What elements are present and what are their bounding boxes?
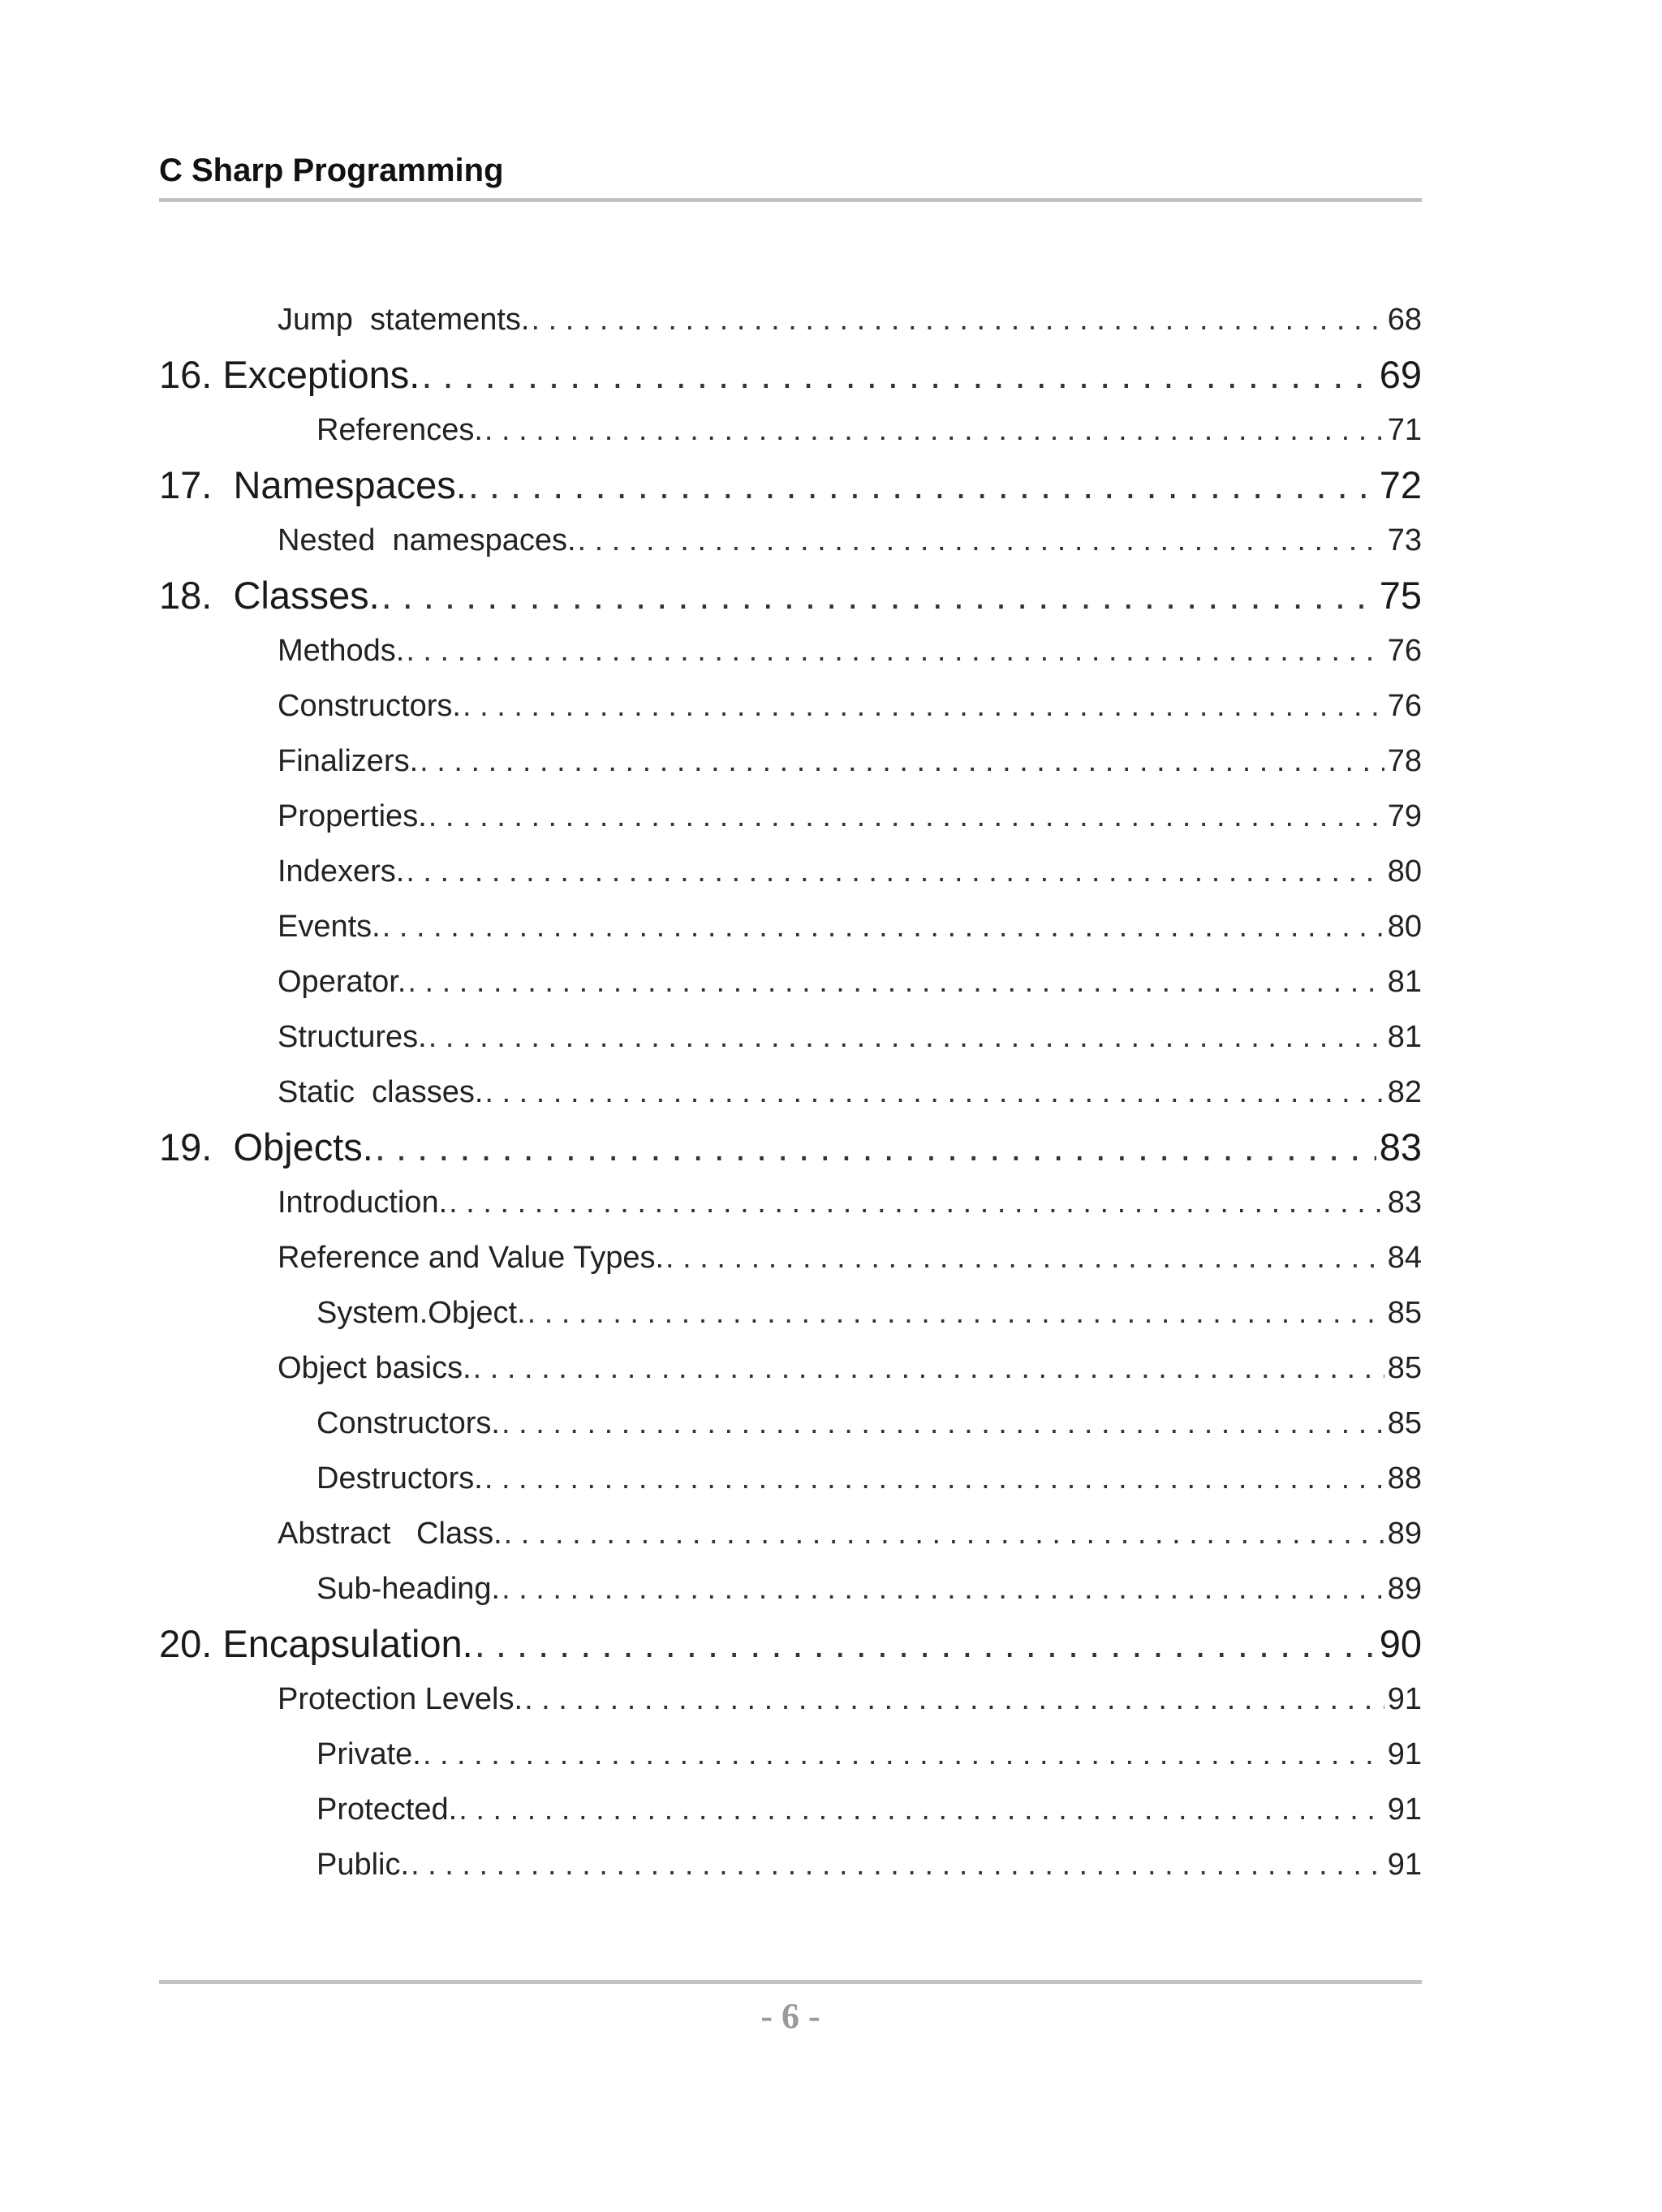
toc-entry-page-number: 91 [1387,1848,1422,1882]
toc-entry-page-number: 80 [1387,910,1422,944]
toc-entry-page-number: 76 [1387,634,1422,668]
toc-entry-label: Abstract Class. [278,1517,502,1551]
toc-entry-label: Events. [278,910,381,944]
dot-leader [381,568,1376,623]
dot-leader [449,1175,1384,1230]
toc-entry[interactable] [159,458,1422,513]
toc-entry[interactable] [159,1672,1422,1727]
toc-entry[interactable] [159,1616,1422,1672]
dot-leader [484,1451,1384,1506]
toc-entry-label: Structures. [278,1020,427,1054]
toc-entry[interactable] [159,789,1422,844]
dot-leader [484,1065,1384,1120]
dot-leader [420,734,1384,789]
toc-entry-page-number: 68 [1387,303,1422,337]
dot-leader [406,623,1384,678]
toc-entry[interactable] [159,1175,1422,1230]
dot-leader [407,954,1384,1009]
toc-entry-label: References. [316,413,483,447]
toc-entry[interactable] [159,623,1422,678]
toc-entry-page-number: 91 [1387,1792,1422,1827]
toc-entry-page-number: 75 [1379,574,1422,617]
dot-leader [463,678,1384,734]
dot-leader [665,1230,1384,1285]
toc-entry-page-number: 84 [1387,1241,1422,1275]
toc-entry-label: 20. Encapsulation. [159,1622,473,1665]
dot-leader [475,1616,1376,1672]
dot-leader [524,1672,1384,1727]
toc-entry-label: Finalizers. [278,744,419,778]
toc-entry[interactable] [159,347,1422,402]
toc-entry-page-number: 71 [1387,413,1422,447]
toc-entry[interactable] [159,1341,1422,1396]
toc-entry-page-number: 72 [1379,463,1422,506]
toc-entry-page-number: 69 [1379,353,1422,396]
toc-entry-page-number: 78 [1387,744,1422,778]
toc-entry-page-number: 89 [1387,1572,1422,1606]
dot-leader [502,1561,1384,1616]
dot-leader [375,1120,1376,1175]
toc-entry-label: Object basics. [278,1351,471,1385]
toc-entry-label: Static classes. [278,1075,484,1109]
toc-entry-label: Introduction. [278,1186,448,1220]
dot-leader [428,1009,1384,1065]
toc-entry-page-number: 79 [1387,799,1422,833]
dot-leader [502,1396,1384,1451]
dot-leader [473,1341,1384,1396]
toc-entry[interactable] [159,1451,1422,1506]
toc-entry-page-number: 91 [1387,1682,1422,1716]
toc-entry[interactable] [159,1561,1422,1616]
dot-leader [504,1506,1384,1561]
toc-entry-label: Methods. [278,634,405,668]
toc-entry-label: Public. [316,1848,410,1882]
table-of-contents [159,292,1422,1892]
page-footer [159,1980,1422,2037]
dot-leader [428,789,1384,844]
toc-entry-page-number: 85 [1387,1351,1422,1385]
page-header [159,151,1422,202]
toc-entry[interactable] [159,513,1422,568]
dot-leader [421,347,1376,402]
toc-entry-page-number: 85 [1387,1406,1422,1440]
dot-leader [423,1727,1384,1782]
toc-entry[interactable] [159,678,1422,734]
toc-entry[interactable] [159,1727,1422,1782]
toc-entry-page-number: 91 [1387,1737,1422,1771]
dot-leader [468,458,1376,513]
toc-entry-label: Private. [316,1737,421,1771]
toc-entry-label: Protection Levels. [278,1682,523,1716]
toc-entry[interactable] [159,1396,1422,1451]
dot-leader [406,844,1384,899]
toc-entry[interactable] [159,1285,1422,1341]
toc-entry-label: Sub-heading. [316,1572,501,1606]
toc-entry[interactable] [159,1065,1422,1120]
toc-entry[interactable] [159,1506,1422,1561]
toc-entry-page-number: 81 [1387,1020,1422,1054]
running-header-title: C Sharp Programming [159,153,504,188]
footer-divider [159,1980,1422,1984]
dot-leader [527,1285,1384,1341]
toc-entry-page-number: 90 [1379,1622,1422,1665]
toc-entry-page-number: 89 [1387,1517,1422,1551]
toc-entry[interactable] [159,844,1422,899]
dot-leader [531,292,1384,347]
toc-entry-label: Jump statements. [278,303,530,337]
header-divider [159,198,1422,202]
toc-entry-page-number: 85 [1387,1296,1422,1330]
toc-entry-label: Properties. [278,799,427,833]
toc-entry[interactable] [159,1009,1422,1065]
toc-entry-label: Constructors. [278,689,461,723]
toc-entry-label: Constructors. [316,1406,500,1440]
toc-entry-label: Protected. [316,1792,458,1827]
toc-entry-label: Destructors. [316,1461,483,1495]
toc-entry-label: Nested namespaces. [278,523,576,557]
toc-entry-page-number: 73 [1387,523,1422,557]
toc-entry[interactable] [159,292,1422,347]
toc-entry-page-number: 76 [1387,689,1422,723]
toc-entry-page-number: 81 [1387,965,1422,999]
toc-entry-label: Indexers. [278,854,405,889]
dot-leader [578,513,1384,568]
toc-entry[interactable] [159,402,1422,458]
toc-entry[interactable] [159,1120,1422,1175]
toc-entry[interactable] [159,1837,1422,1892]
toc-entry-label: Operator. [278,965,407,999]
dot-leader [484,402,1384,458]
toc-entry-label: Reference and Value Types. [278,1241,665,1275]
toc-entry-page-number: 83 [1379,1125,1422,1168]
dot-leader [411,1837,1384,1892]
toc-entry[interactable] [159,568,1422,623]
toc-entry-page-number: 88 [1387,1461,1422,1495]
toc-entry[interactable] [159,899,1422,954]
toc-entry[interactable] [159,734,1422,789]
toc-entry[interactable] [159,954,1422,1009]
toc-entry-page-number: 83 [1387,1186,1422,1220]
dot-leader [382,899,1384,954]
toc-entry-page-number: 82 [1387,1075,1422,1109]
toc-entry[interactable] [159,1230,1422,1285]
toc-entry[interactable] [159,1782,1422,1837]
page-number: - 6 - [760,1996,820,2036]
toc-entry-label: 17. Namespaces. [159,463,467,506]
toc-entry-label: 18. Classes. [159,574,380,617]
toc-entry-page-number: 80 [1387,854,1422,889]
toc-entry-label: System.Object. [316,1296,526,1330]
toc-entry-label: 16. Exceptions. [159,353,420,396]
dot-leader [459,1782,1384,1837]
toc-entry-label: 19. Objects. [159,1125,373,1168]
